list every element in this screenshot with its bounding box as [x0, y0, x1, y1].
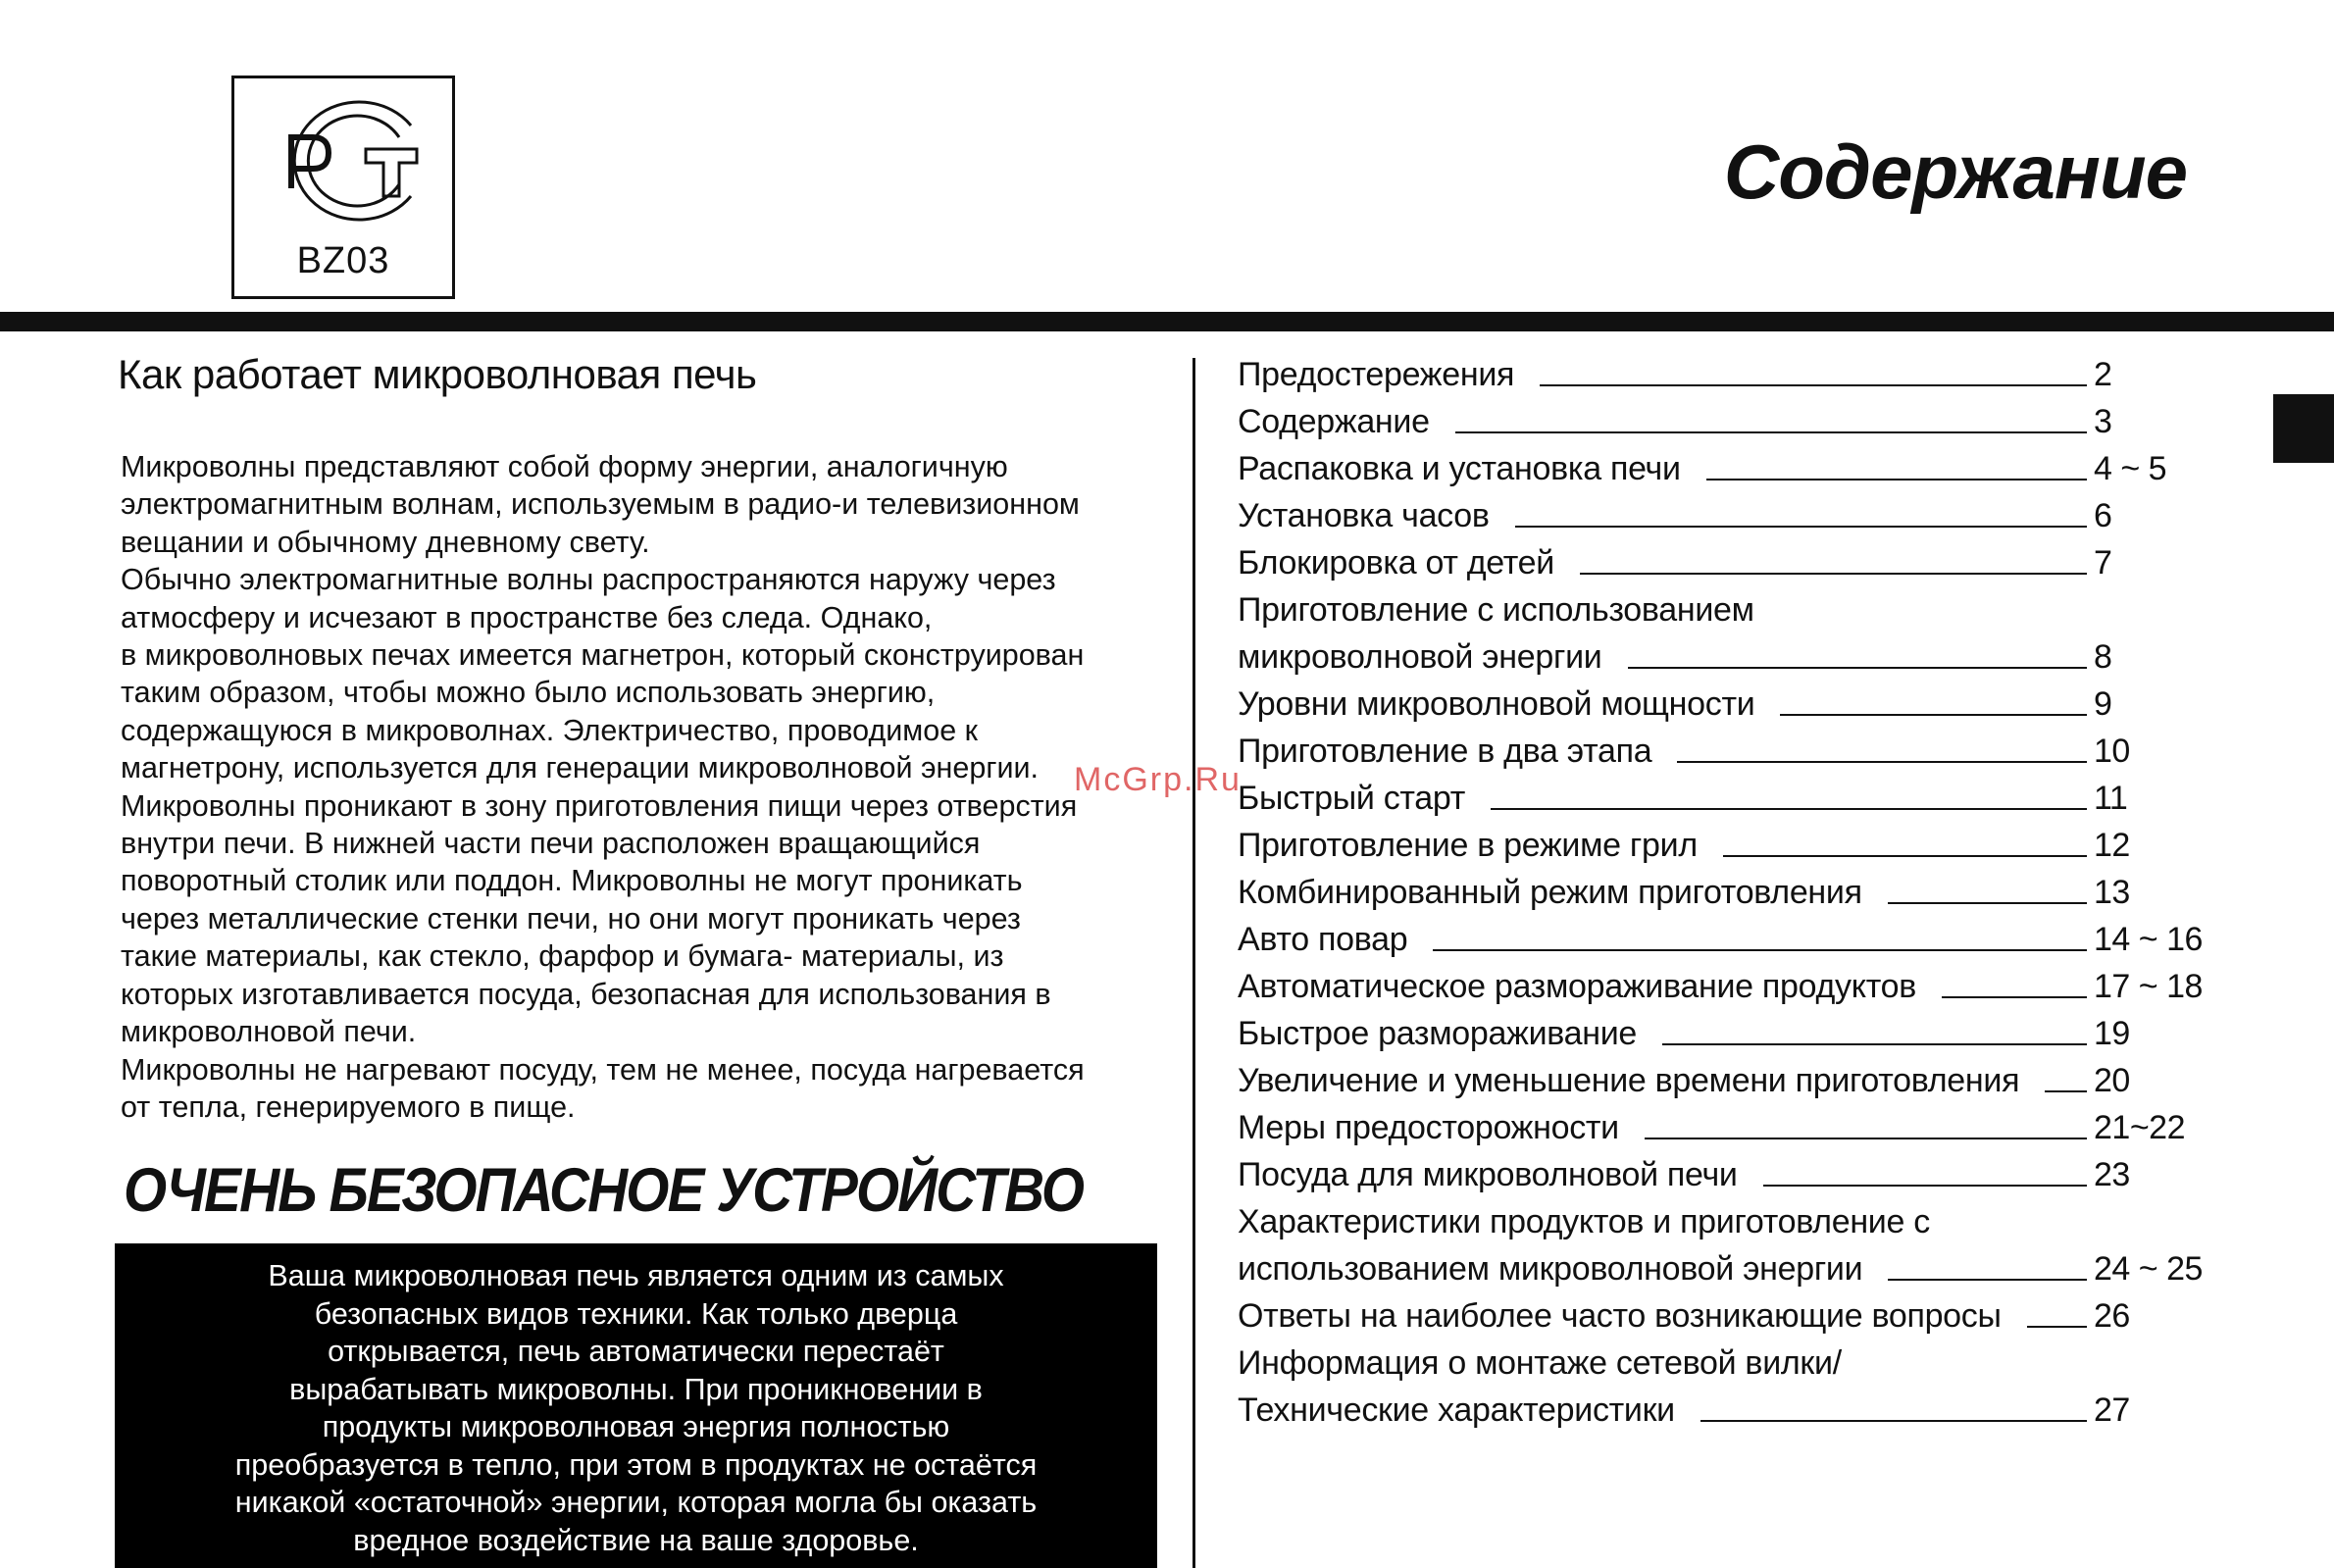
text-line: вырабатывать микроволны. При проникновении в [289, 1372, 983, 1406]
safety-heading: ОЧЕНЬ БЕЗОПАСНОЕ УСТРОЙСТВО [124, 1156, 1084, 1225]
toc-leader-line [1491, 808, 2087, 810]
toc-page-number: 10 [2094, 733, 2130, 770]
toc-page-number: 20 [2094, 1062, 2130, 1099]
text-line: вещании и обычному дневному свету. [121, 525, 650, 559]
table-of-contents [1238, 351, 2218, 1434]
toc-entry-label: Уровни микроволновой мощности [1238, 685, 1755, 723]
text-line: преобразуется в тепло, при этом в продуктах не остаётся [234, 1447, 1038, 1482]
toc-entry [1238, 633, 2218, 681]
toc-entry [1238, 1057, 2218, 1104]
text-line: Ваша микроволновая печь является одним из самых [268, 1259, 1004, 1292]
toc-leader-line [1628, 667, 2087, 669]
toc-page-number: 27 [2094, 1391, 2130, 1429]
toc-entry-label: Ответы на наиболее часто возникающие вопросы [1238, 1297, 2002, 1335]
text-line: продукты микроволновая энергия полностью [322, 1410, 950, 1443]
toc-entry-label: Комбинированный режим приготовления [1238, 874, 1862, 911]
toc-page-number: 4 ~ 5 [2094, 450, 2167, 487]
text-line: внутри печи. В нижней части печи расположен вращающийся [121, 827, 981, 861]
toc-entry-label: использованием микроволновой энергии [1238, 1250, 1863, 1288]
how-it-works-text [121, 448, 1180, 1126]
safety-notice-text [195, 1257, 1078, 1559]
toc-entry-label: Установка часов [1238, 497, 1490, 534]
watermark: McGrp.Ru [1074, 761, 1242, 798]
toc-page-number: 24 ~ 25 [2094, 1250, 2203, 1288]
toc-page-number: 9 [2094, 685, 2112, 723]
toc-leader-line [1433, 949, 2087, 951]
toc-entry [1238, 1151, 2218, 1198]
how-it-works-heading: Как работает микроволновая печь [118, 351, 757, 397]
toc-leader-line [1455, 431, 2087, 433]
toc-leader-line [1723, 855, 2087, 857]
toc-entry-label: Автоматическое размораживание продуктов [1238, 968, 1916, 1005]
text-line: поворотный столик или поддон. Микроволны не могут проникать [121, 864, 1023, 898]
text-line: атмосферу и исчезают в пространстве без следа. Однако, [121, 600, 933, 634]
toc-leader-line [1780, 714, 2087, 716]
toc-page-number: 11 [2094, 780, 2128, 817]
toc-entry-label: микроволновой энергии [1238, 638, 1602, 676]
certification-mark [231, 76, 455, 299]
toc-entry [1238, 1198, 2218, 1245]
toc-entry [1238, 1340, 2218, 1387]
toc-page-number: 2 [2094, 356, 2112, 393]
toc-leader-line [2045, 1090, 2087, 1092]
toc-page-number: 12 [2094, 827, 2130, 864]
text-line: таким образом, чтобы можно было использовать энергию, [121, 676, 936, 710]
safety-notice-box [115, 1243, 1157, 1568]
text-line: такие материалы, как стекло, фарфор и бумага- материалы, из [121, 939, 1004, 974]
text-line: от тепла, генерируемого в пище. [121, 1089, 576, 1124]
toc-page-number: 7 [2094, 544, 2112, 582]
header-rule [0, 312, 2334, 331]
toc-entry [1238, 869, 2218, 916]
toc-leader-line [1662, 1043, 2087, 1045]
toc-leader-line [1706, 479, 2087, 481]
toc-entry-label: Приготовление в два этапа [1238, 733, 1652, 770]
text-line: Микроволны проникают в зону приготовления пищи через отверстия [121, 788, 1078, 823]
toc-entry-label: Технические характеристики [1238, 1391, 1675, 1429]
toc-entry [1238, 492, 2218, 539]
rst-certification-logo [264, 98, 427, 224]
text-line: магнетрону, используется для генерации микроволновой энергии. [121, 751, 1039, 785]
toc-entry-label: Быстрый старт [1238, 780, 1466, 817]
section-tab-marker [2273, 394, 2334, 463]
toc-entry-label: Увеличение и уменьшение времени приготовления [1238, 1062, 2020, 1099]
text-line: электромагнитным волнам, используемым в радио-и телевизионном [121, 487, 1080, 522]
toc-entry-label: Содержание [1238, 403, 1430, 440]
text-line: в микроволновых печах имеется магнетрон, который сконструирован [121, 638, 1085, 673]
text-line: которых изготавливается посуда, безопасная для использования в [121, 977, 1051, 1011]
text-line: через металлические стенки печи, но они могут проникать через [121, 901, 1021, 936]
toc-entry-label: Распаковка и установка печи [1238, 450, 1681, 487]
toc-leader-line [1888, 1279, 2087, 1281]
toc-entry [1238, 586, 2218, 633]
text-line: микроволновой печи. [121, 1015, 417, 1049]
toc-entry [1238, 775, 2218, 822]
text-line: вредное воздействие на ваше здоровье. [353, 1523, 919, 1557]
certification-code: BZ03 [296, 240, 390, 281]
toc-entry-label: Быстрое размораживание [1238, 1015, 1638, 1052]
toc-entry-label: Предостережения [1238, 356, 1515, 393]
toc-entry-label: Приготовление в режиме грил [1238, 827, 1698, 864]
toc-entry [1238, 1387, 2218, 1434]
toc-entry [1238, 398, 2218, 445]
toc-entry [1238, 681, 2218, 728]
toc-entry [1238, 1245, 2218, 1292]
toc-entry [1238, 445, 2218, 492]
toc-leader-line [1645, 1138, 2087, 1139]
toc-leader-line [1515, 526, 2087, 528]
toc-entry-label: Авто повар [1238, 921, 1408, 958]
toc-entry-label: Меры предосторожности [1238, 1109, 1619, 1146]
toc-entry [1238, 1010, 2218, 1057]
toc-entry [1238, 351, 2218, 398]
toc-leader-line [1942, 996, 2087, 998]
toc-leader-line [1540, 384, 2087, 386]
toc-page-number: 13 [2094, 874, 2130, 911]
toc-leader-line [1700, 1420, 2087, 1422]
toc-entry-label: Информация о монтаже сетевой вилки/ [1238, 1344, 1842, 1382]
toc-entry [1238, 963, 2218, 1010]
toc-page-number: 23 [2094, 1156, 2130, 1193]
toc-page-number: 3 [2094, 403, 2112, 440]
toc-page-number: 14 ~ 16 [2094, 921, 2203, 958]
toc-entry [1238, 916, 2218, 963]
toc-entry [1238, 1292, 2218, 1340]
toc-entry-label: Характеристики продуктов и приготовление с [1238, 1203, 1930, 1240]
toc-entry [1238, 539, 2218, 586]
toc-leader-line [2027, 1326, 2087, 1328]
column-divider [1192, 358, 1195, 1568]
toc-leader-line [1888, 902, 2087, 904]
page-title: Содержание [1723, 128, 2187, 215]
text-line: открывается, печь автоматически перестаёт [328, 1335, 944, 1368]
text-line: Обычно электромагнитные волны распространяются наружу через [121, 563, 1056, 597]
toc-page-number: 6 [2094, 497, 2112, 534]
toc-leader-line [1763, 1185, 2087, 1187]
toc-entry-label: Приготовление с использованием [1238, 591, 1754, 629]
toc-leader-line [1677, 761, 2087, 763]
toc-leader-line [1580, 573, 2087, 575]
toc-entry-label: Блокировка от детей [1238, 544, 1554, 582]
toc-page-number: 26 [2094, 1297, 2130, 1335]
text-line: никакой «остаточной» энергии, которая могла бы оказать [234, 1486, 1038, 1519]
text-line: Микроволны не нагревают посуду, тем не менее, посуда нагревается [121, 1052, 1085, 1087]
toc-page-number: 21~22 [2094, 1109, 2185, 1146]
toc-entry [1238, 728, 2218, 775]
toc-entry [1238, 822, 2218, 869]
toc-page-number: 17 ~ 18 [2094, 968, 2203, 1005]
toc-page-number: 19 [2094, 1015, 2130, 1052]
text-line: Микроволны представляют собой форму энергии, аналогичную [121, 450, 1008, 483]
text-line: содержащуюся в микроволнах. Электричество, проводимое к [121, 713, 978, 747]
toc-entry-label: Посуда для микроволновой печи [1238, 1156, 1738, 1193]
toc-page-number: 8 [2094, 638, 2112, 676]
text-line: безопасных видов техники. Как только дверца [314, 1296, 958, 1331]
toc-entry [1238, 1104, 2218, 1151]
